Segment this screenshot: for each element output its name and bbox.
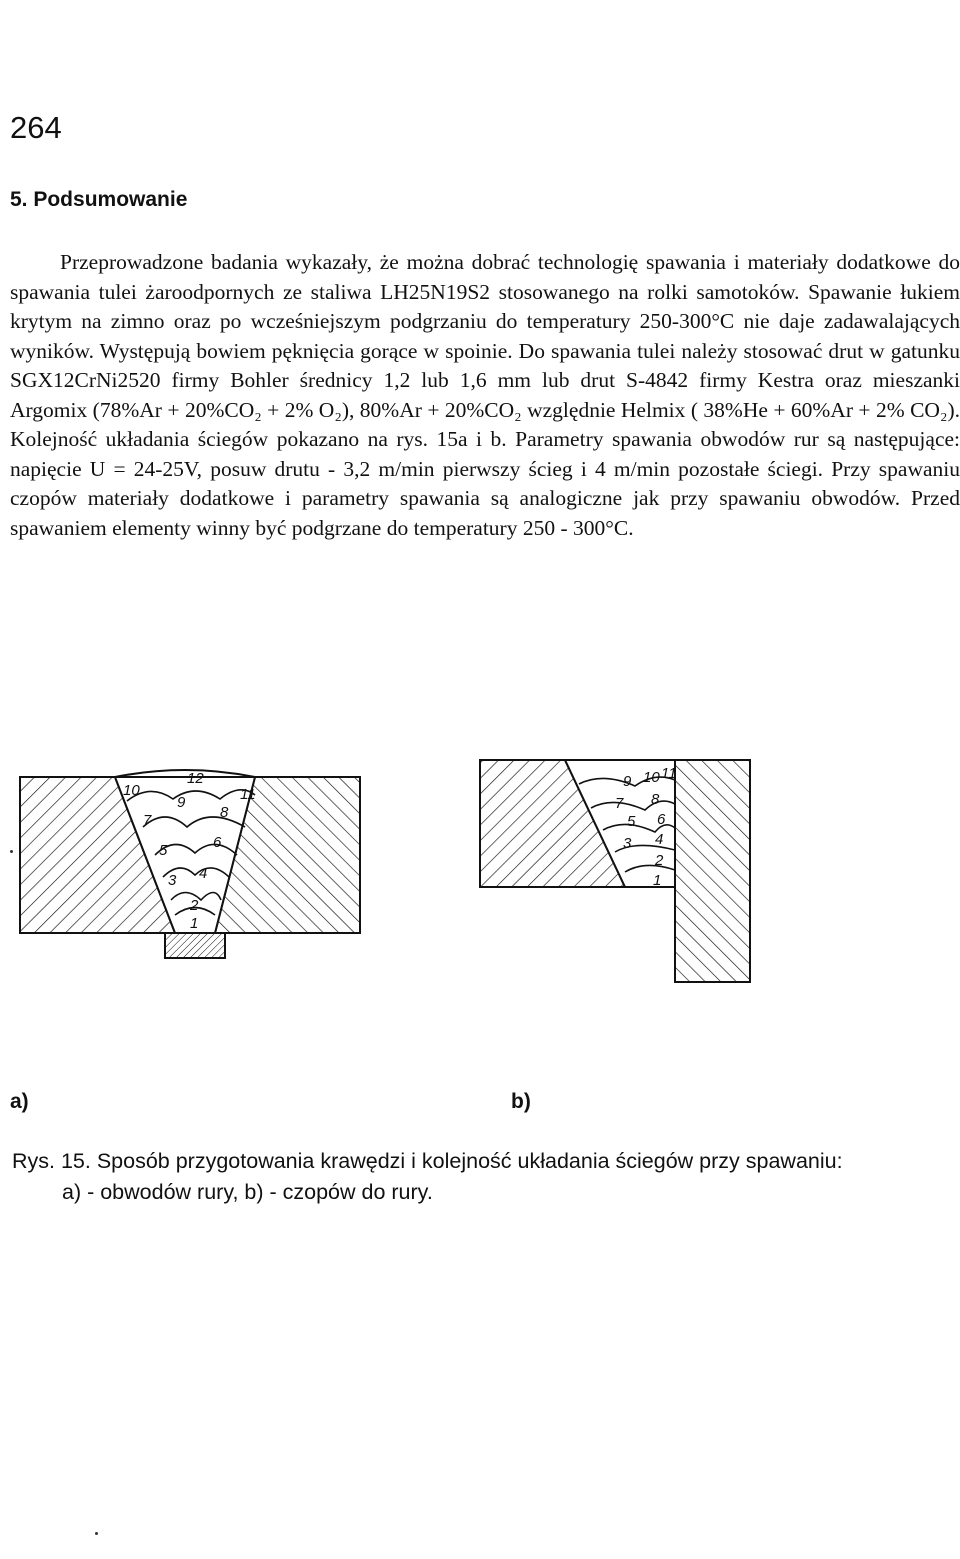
figure-b-weld-diagram: [475, 752, 755, 992]
bead-number: 5: [627, 813, 636, 830]
bead-number: 10: [123, 782, 140, 799]
bead-number: 11: [240, 786, 256, 803]
bead-number: 9: [623, 773, 632, 790]
caption-line-1: Rys. 15. Sposób przygotowania krawędzi i kolejność układania ściegów przy spawaniu:: [12, 1149, 843, 1173]
page-number: 264: [10, 110, 62, 145]
section-heading: 5. Podsumowanie: [10, 188, 188, 211]
bead-number: 4: [655, 831, 664, 848]
bead-number: 3: [168, 872, 177, 889]
bead-number: 1: [653, 872, 662, 889]
bead-number: 10: [643, 769, 660, 786]
summary-paragraph: Przeprowadzone badania wykazały, że można dobrać technologię spawania i materiały dodatkowe do spawania tulei żaroodpornych ze staliwa LH25N19S2 stosowanego na rolki samotoków. Spawanie łukiem krytym na zimno oraz po wcześniejszym podgrzaniu do temperatury 250-300°C nie daje zadawalających wyników. Występują bowiem pęknięcia gorące w spoinie. Do spawania tulei należy stosować drut w gatunku SGX12CrNi2520 firmy Bohler średnicy 1,2 lub 1,6 mm lub drut S-4842 firmy Kestra oraz mieszanki Argomix (78%Ar + 20%CO₂ + 2% O₂), 80%Ar + 20%CO₂ względnie Helmix ( 38%He + 60%Ar + 2% CO₂). Kolejność układania ściegów pokazano na rys. 15a i b. Parametry spawania obwodów rur są następujące: napięcie U = 24-25V, posuw drutu - 3,2 m/min pierwszy ścieg i 4 m/min pozostałe ściegi. Przy spawaniu czopów materiały dodatkowe i parametry spawania są analogiczne jak przy spawaniu obwodów. Przed spawaniem elementy winny być podgrzane do temperatury 250 - 300°C.: [10, 250, 960, 540]
bead-number: 6: [657, 811, 666, 828]
bead-number: 7: [615, 795, 624, 812]
panel-b-label: b): [511, 1090, 531, 1113]
bead-number: 1: [190, 915, 199, 932]
bead-number: 8: [651, 791, 660, 808]
pipe-base-metal: [675, 760, 750, 982]
scan-speck: [10, 850, 13, 853]
bead-number: 2: [190, 897, 199, 914]
figure-caption: [12, 1146, 843, 1208]
bead-number: 9: [177, 794, 186, 811]
scan-speck: [95, 1532, 98, 1535]
bead-number: 5: [159, 842, 168, 859]
bead-number: 2: [655, 852, 664, 869]
bead-number: 6: [213, 834, 222, 851]
bead-number: 8: [220, 804, 229, 821]
panel-a-label: a): [10, 1090, 29, 1113]
caption-line-2: a) - obwodów rury, b) - czopów do rury.: [62, 1180, 433, 1204]
figure-a-weld-diagram: [15, 765, 365, 965]
bead-number: 12: [187, 770, 204, 787]
bead-number: 3: [623, 835, 632, 852]
bead-number: 7: [143, 812, 152, 829]
body-text: [10, 248, 960, 543]
bead-number: 4: [199, 865, 208, 882]
bead-number: 11: [661, 765, 677, 782]
backing-strip: [165, 933, 225, 958]
